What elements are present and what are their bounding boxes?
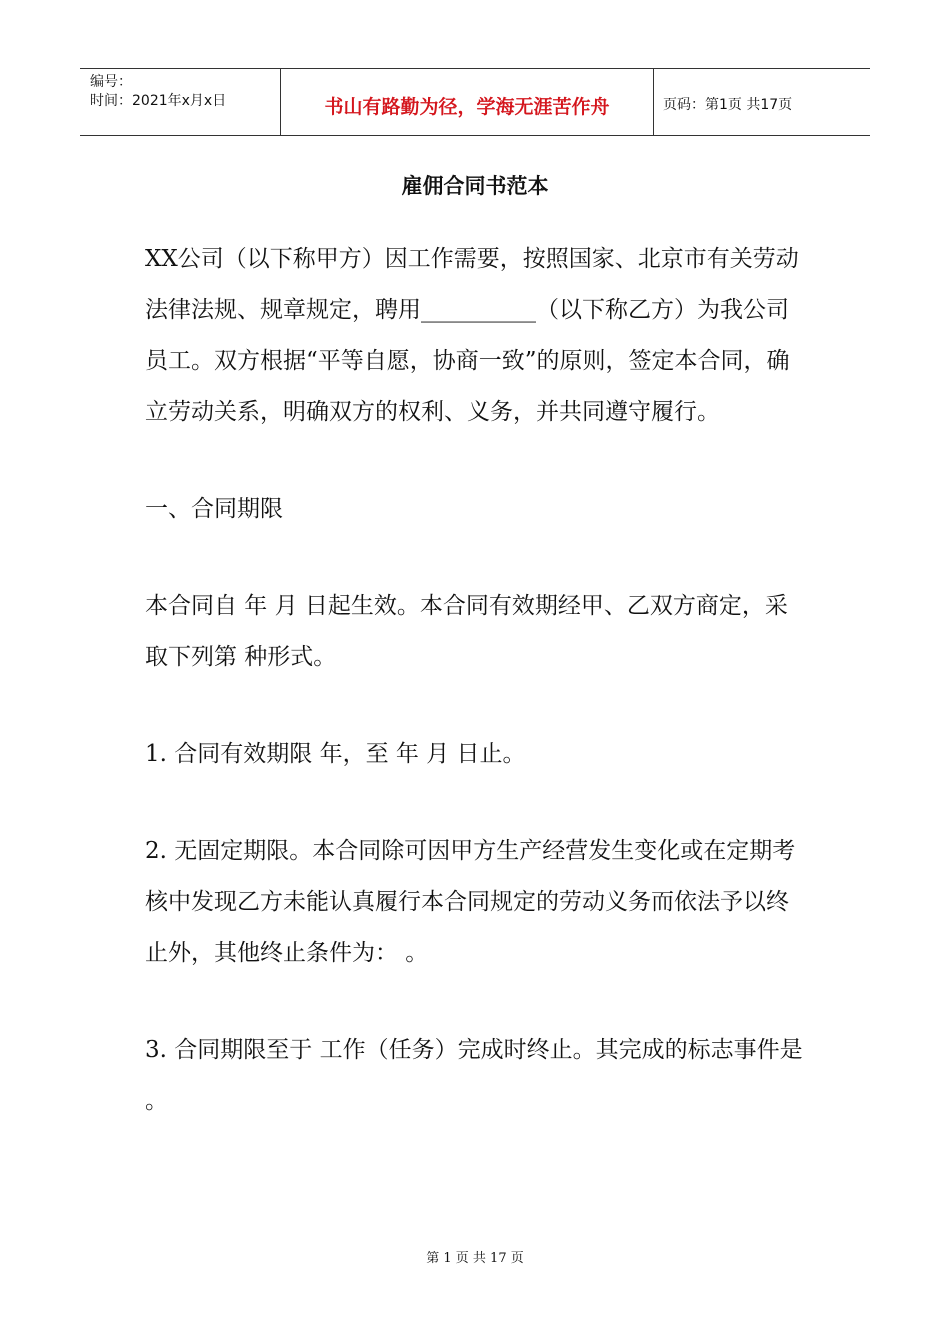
list-item: 1. 合同有效期限 年，至 年 月 日止。 bbox=[145, 741, 526, 767]
document-title: 雇佣合同书范本 bbox=[401, 174, 549, 198]
header-page-info: 页码：第1页 共17页 bbox=[663, 97, 793, 113]
section-heading: 一、合同期限 bbox=[145, 496, 283, 522]
list-item: 3. 合同期限至于 工作（任务）完成时终止。其完成的标志事件是 。 bbox=[145, 1037, 803, 1114]
header-motto: 书山有路勤为径，学海无涯苦作舟 bbox=[281, 69, 654, 135]
intro-paragraph: XX公司（以下称甲方）因工作需要，按照国家、北京市有关劳动法律法规、规章规定，聘用__________（以下称乙方）为我公司员工。双方根据“平等自愿，协商一致”的原则，签定本合同，确立劳动关系，明确双方的权利、义务，并共同遵守履行。 bbox=[145, 246, 799, 425]
document-number-label: 编号： bbox=[90, 74, 132, 90]
body-paragraph: 本合同自 年 月 日起生效。本合同有效期经甲、乙双方商定，采取下列第 种形式。 bbox=[145, 593, 788, 670]
page-footer: 第 1 页 共 17 页 bbox=[426, 1251, 524, 1266]
document-time-label: 时间：2021年x月x日 bbox=[90, 93, 227, 109]
page-header bbox=[80, 68, 870, 136]
list-item: 2. 无固定期限。本合同除可因甲方生产经营发生变化或在定期考核中发现乙方未能认真履行本合同规定的劳动义务而依法予以终止外，其他终止条件为： 。 bbox=[145, 838, 796, 966]
header-meta bbox=[80, 69, 281, 135]
document-body bbox=[145, 234, 805, 1127]
